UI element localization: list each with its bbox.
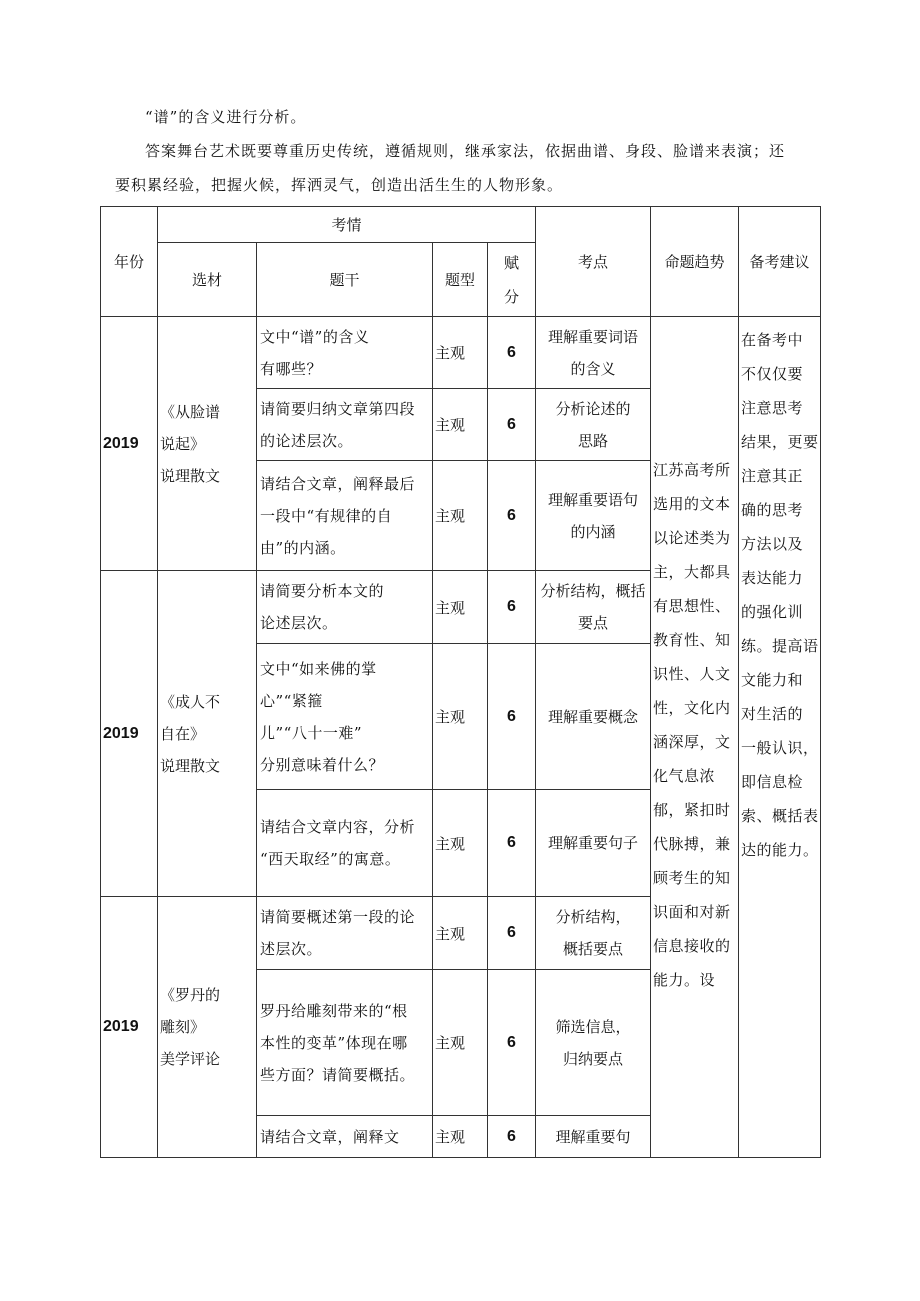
point-cell: 筛选信息， 归纳要点	[536, 970, 651, 1116]
type-cell: 主观	[433, 644, 488, 790]
score-cell: 6	[488, 461, 536, 571]
score-cell: 6	[488, 897, 536, 970]
type-cell: 主观	[433, 461, 488, 571]
year-cell: 2019	[101, 317, 158, 571]
header-score: 赋 分	[488, 243, 536, 317]
score-cell: 6	[488, 317, 536, 389]
header-type: 题型	[433, 243, 488, 317]
header-advice: 备考建议	[739, 207, 821, 317]
score-cell: 6	[488, 389, 536, 461]
intro-line-2: 答案舞台艺术既要尊重历史传统，遵循规则，继承家法，依据曲谱、身段、脸谱来表演；还	[145, 142, 786, 160]
score-cell: 6	[488, 644, 536, 790]
type-cell: 主观	[433, 790, 488, 897]
type-cell: 主观	[433, 389, 488, 461]
type-cell: 主观	[433, 317, 488, 389]
question-cell: 请简要归纳文章第四段 的论述层次。	[257, 389, 433, 461]
point-cell: 分析结构，概括 要点	[536, 571, 651, 644]
intro-line-1: “谱”的含义进行分析。	[145, 108, 307, 126]
point-cell: 理解重要概念	[536, 644, 651, 790]
material-cell: 《成人不 自在》 说理散文	[158, 571, 257, 897]
type-cell: 主观	[433, 970, 488, 1116]
question-cell: 请结合文章内容，分析 “西天取经”的寓意。	[257, 790, 433, 897]
header-material: 选材	[158, 243, 257, 317]
type-cell: 主观	[433, 571, 488, 644]
question-cell: 请结合文章，阐释文	[257, 1116, 433, 1158]
question-cell: 文中“谱”的含义 有哪些？	[257, 317, 433, 389]
point-cell: 理解重要词语 的含义	[536, 317, 651, 389]
score-cell: 6	[488, 571, 536, 644]
year-cell: 2019	[101, 897, 158, 1158]
question-cell: 请简要概述第一段的论 述层次。	[257, 897, 433, 970]
intro-line-3: 要积累经验，把握火候，挥洒灵气，创造出活生生的人物形象。	[115, 176, 564, 194]
question-cell: 文中“如来佛的掌 心”“紧箍 儿”“八十一难” 分别意味着什么？	[257, 644, 433, 790]
header-year: 年份	[101, 207, 158, 317]
question-cell: 请结合文章，阐释最后 一段中“有规律的自 由”的内涵。	[257, 461, 433, 571]
question-cell: 罗丹给雕刻带来的“根 本性的变革”体现在哪 些方面？请简要概括。	[257, 970, 433, 1116]
question-cell: 请简要分析本文的 论述层次。	[257, 571, 433, 644]
point-cell: 理解重要句子	[536, 790, 651, 897]
point-cell: 分析结构， 概括要点	[536, 897, 651, 970]
material-cell: 《罗丹的 雕刻》 美学评论	[158, 897, 257, 1158]
point-cell: 理解重要语句 的内涵	[536, 461, 651, 571]
exam-analysis-table	[100, 206, 821, 1158]
point-cell: 理解重要句	[536, 1116, 651, 1158]
year-cell: 2019	[101, 571, 158, 897]
score-cell: 6	[488, 1116, 536, 1158]
score-cell: 6	[488, 970, 536, 1116]
point-cell: 分析论述的 思路	[536, 389, 651, 461]
score-cell: 6	[488, 790, 536, 897]
header-point: 考点	[536, 207, 651, 317]
header-kaoqing: 考情	[158, 207, 536, 243]
header-trend: 命题趋势	[651, 207, 739, 317]
header-question: 题干	[257, 243, 433, 317]
advice-cell: 在备考中 不仅仅要 注意思考 结果，更要 注意其正 确的思考 方法以及 表达能力 的强化训 练。提高语 文能力和 对生活的 一般认识， 即信息检 索、概括表 达的能力。	[739, 317, 821, 1158]
trend-cell: 江苏高考所 选用的文本 以论述类为 主，大都具 有思想性、 教育性、知 识性、人文 性，文化内 涵深厚，文 化气息浓 郁，紧扣时 代脉搏，兼 顾考生的知 识面和对新 信息接收的 能力。设	[651, 317, 739, 1158]
type-cell: 主观	[433, 1116, 488, 1158]
material-cell: 《从脸谱 说起》 说理散文	[158, 317, 257, 571]
type-cell: 主观	[433, 897, 488, 970]
